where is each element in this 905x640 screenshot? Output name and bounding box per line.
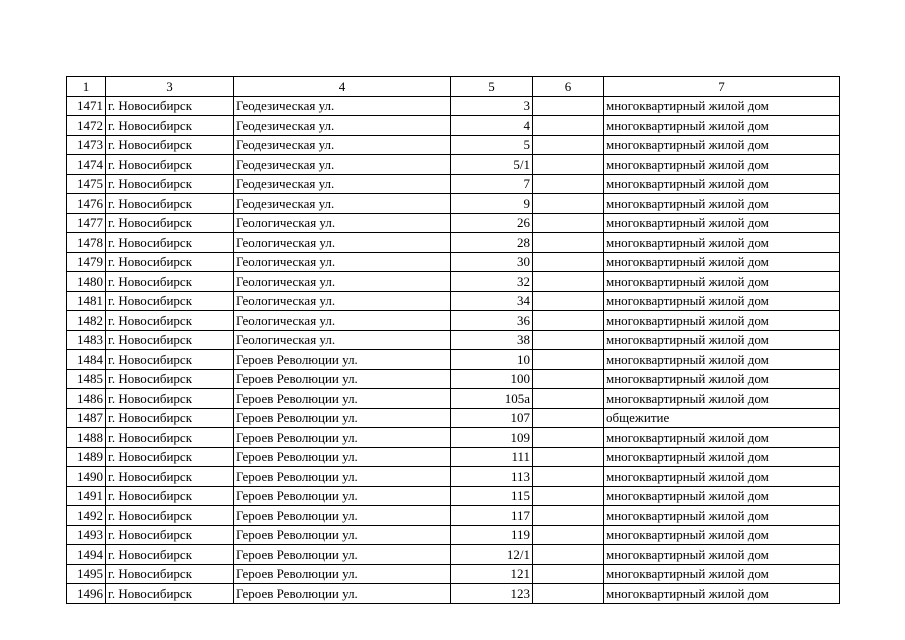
city-cell: г. Новосибирск xyxy=(106,233,234,253)
house-number-cell: 121 xyxy=(451,564,533,584)
building-type-cell: многоквартирный жилой дом xyxy=(604,545,840,565)
table-row xyxy=(67,291,840,311)
street-cell: Геологическая ул. xyxy=(234,272,451,292)
building-type-cell: многоквартирный жилой дом xyxy=(604,330,840,350)
building-type-cell: многоквартирный жилой дом xyxy=(604,194,840,214)
table-row xyxy=(67,369,840,389)
table-row xyxy=(67,545,840,565)
col6-cell xyxy=(533,272,604,292)
house-number-cell: 26 xyxy=(451,213,533,233)
row-number-cell: 1496 xyxy=(67,584,106,604)
street-cell: Героев Революции ул. xyxy=(234,564,451,584)
header-col-5: 5 xyxy=(451,77,533,97)
city-cell: г. Новосибирск xyxy=(106,155,234,175)
building-type-cell: многоквартирный жилой дом xyxy=(604,252,840,272)
building-type-cell: многоквартирный жилой дом xyxy=(604,564,840,584)
street-cell: Геологическая ул. xyxy=(234,233,451,253)
building-type-cell: многоквартирный жилой дом xyxy=(604,96,840,116)
table-row xyxy=(67,194,840,214)
house-number-cell: 36 xyxy=(451,311,533,331)
col6-cell xyxy=(533,389,604,409)
city-cell: г. Новосибирск xyxy=(106,311,234,331)
street-cell: Героев Революции ул. xyxy=(234,447,451,467)
header-col-3: 3 xyxy=(106,77,234,97)
house-number-cell: 3 xyxy=(451,96,533,116)
house-number-cell: 113 xyxy=(451,467,533,487)
table-row xyxy=(67,447,840,467)
house-number-cell: 115 xyxy=(451,486,533,506)
row-number-cell: 1479 xyxy=(67,252,106,272)
building-type-cell: многоквартирный жилой дом xyxy=(604,350,840,370)
city-cell: г. Новосибирск xyxy=(106,291,234,311)
row-number-cell: 1491 xyxy=(67,486,106,506)
col6-cell xyxy=(533,96,604,116)
col6-cell xyxy=(533,350,604,370)
col6-cell xyxy=(533,467,604,487)
building-type-cell: многоквартирный жилой дом xyxy=(604,525,840,545)
street-cell: Геодезическая ул. xyxy=(234,116,451,136)
building-type-cell: многоквартирный жилой дом xyxy=(604,486,840,506)
header-col-6: 6 xyxy=(533,77,604,97)
table-row xyxy=(67,213,840,233)
house-number-cell: 7 xyxy=(451,174,533,194)
col6-cell xyxy=(533,213,604,233)
col6-cell xyxy=(533,506,604,526)
row-number-cell: 1489 xyxy=(67,447,106,467)
city-cell: г. Новосибирск xyxy=(106,116,234,136)
street-cell: Героев Революции ул. xyxy=(234,467,451,487)
col6-cell xyxy=(533,311,604,331)
table-body xyxy=(67,96,840,603)
table-row xyxy=(67,116,840,136)
building-type-cell: многоквартирный жилой дом xyxy=(604,447,840,467)
col6-cell xyxy=(533,408,604,428)
building-type-cell: многоквартирный жилой дом xyxy=(604,428,840,448)
col6-cell xyxy=(533,486,604,506)
house-number-cell: 109 xyxy=(451,428,533,448)
house-number-cell: 12/1 xyxy=(451,545,533,565)
address-table xyxy=(66,76,840,604)
street-cell: Геологическая ул. xyxy=(234,311,451,331)
col6-cell xyxy=(533,330,604,350)
row-number-cell: 1475 xyxy=(67,174,106,194)
building-type-cell: многоквартирный жилой дом xyxy=(604,584,840,604)
house-number-cell: 4 xyxy=(451,116,533,136)
city-cell: г. Новосибирск xyxy=(106,408,234,428)
table-row xyxy=(67,389,840,409)
street-cell: Геодезическая ул. xyxy=(234,194,451,214)
house-number-cell: 5/1 xyxy=(451,155,533,175)
row-number-cell: 1471 xyxy=(67,96,106,116)
col6-cell xyxy=(533,116,604,136)
table-row xyxy=(67,467,840,487)
col6-cell xyxy=(533,252,604,272)
building-type-cell: многоквартирный жилой дом xyxy=(604,135,840,155)
table-row xyxy=(67,584,840,604)
col6-cell xyxy=(533,564,604,584)
row-number-cell: 1472 xyxy=(67,116,106,136)
row-number-cell: 1482 xyxy=(67,311,106,331)
row-number-cell: 1493 xyxy=(67,525,106,545)
table-row xyxy=(67,174,840,194)
city-cell: г. Новосибирск xyxy=(106,252,234,272)
city-cell: г. Новосибирск xyxy=(106,564,234,584)
building-type-cell: многоквартирный жилой дом xyxy=(604,506,840,526)
table-row xyxy=(67,525,840,545)
city-cell: г. Новосибирск xyxy=(106,96,234,116)
house-number-cell: 100 xyxy=(451,369,533,389)
city-cell: г. Новосибирск xyxy=(106,525,234,545)
city-cell: г. Новосибирск xyxy=(106,174,234,194)
street-cell: Геологическая ул. xyxy=(234,213,451,233)
col6-cell xyxy=(533,174,604,194)
table-row xyxy=(67,486,840,506)
city-cell: г. Новосибирск xyxy=(106,428,234,448)
row-number-cell: 1490 xyxy=(67,467,106,487)
street-cell: Геодезическая ул. xyxy=(234,155,451,175)
street-cell: Героев Революции ул. xyxy=(234,545,451,565)
table-row xyxy=(67,564,840,584)
house-number-cell: 119 xyxy=(451,525,533,545)
city-cell: г. Новосибирск xyxy=(106,389,234,409)
city-cell: г. Новосибирск xyxy=(106,506,234,526)
building-type-cell: общежитие xyxy=(604,408,840,428)
row-number-cell: 1476 xyxy=(67,194,106,214)
house-number-cell: 5 xyxy=(451,135,533,155)
row-number-cell: 1492 xyxy=(67,506,106,526)
col6-cell xyxy=(533,584,604,604)
table-row xyxy=(67,311,840,331)
header-row xyxy=(67,77,840,97)
col6-cell xyxy=(533,525,604,545)
col6-cell xyxy=(533,291,604,311)
house-number-cell: 123 xyxy=(451,584,533,604)
col6-cell xyxy=(533,428,604,448)
city-cell: г. Новосибирск xyxy=(106,272,234,292)
building-type-cell: многоквартирный жилой дом xyxy=(604,116,840,136)
table-row xyxy=(67,252,840,272)
house-number-cell: 30 xyxy=(451,252,533,272)
street-cell: Геодезическая ул. xyxy=(234,174,451,194)
table-row xyxy=(67,428,840,448)
table-row xyxy=(67,272,840,292)
street-cell: Героев Революции ул. xyxy=(234,486,451,506)
table-row xyxy=(67,155,840,175)
row-number-cell: 1486 xyxy=(67,389,106,409)
building-type-cell: многоквартирный жилой дом xyxy=(604,233,840,253)
city-cell: г. Новосибирск xyxy=(106,467,234,487)
house-number-cell: 9 xyxy=(451,194,533,214)
city-cell: г. Новосибирск xyxy=(106,545,234,565)
row-number-cell: 1474 xyxy=(67,155,106,175)
table-row xyxy=(67,506,840,526)
col6-cell xyxy=(533,135,604,155)
col6-cell xyxy=(533,447,604,467)
row-number-cell: 1480 xyxy=(67,272,106,292)
col6-cell xyxy=(533,155,604,175)
col6-cell xyxy=(533,369,604,389)
house-number-cell: 107 xyxy=(451,408,533,428)
row-number-cell: 1494 xyxy=(67,545,106,565)
house-number-cell: 105а xyxy=(451,389,533,409)
col6-cell xyxy=(533,233,604,253)
table-row xyxy=(67,135,840,155)
city-cell: г. Новосибирск xyxy=(106,350,234,370)
street-cell: Геологическая ул. xyxy=(234,252,451,272)
building-type-cell: многоквартирный жилой дом xyxy=(604,174,840,194)
row-number-cell: 1495 xyxy=(67,564,106,584)
building-type-cell: многоквартирный жилой дом xyxy=(604,155,840,175)
street-cell: Героев Революции ул. xyxy=(234,408,451,428)
street-cell: Героев Революции ул. xyxy=(234,350,451,370)
house-number-cell: 10 xyxy=(451,350,533,370)
house-number-cell: 111 xyxy=(451,447,533,467)
street-cell: Героев Революции ул. xyxy=(234,584,451,604)
row-number-cell: 1478 xyxy=(67,233,106,253)
street-cell: Героев Революции ул. xyxy=(234,428,451,448)
row-number-cell: 1481 xyxy=(67,291,106,311)
table-row xyxy=(67,330,840,350)
building-type-cell: многоквартирный жилой дом xyxy=(604,272,840,292)
building-type-cell: многоквартирный жилой дом xyxy=(604,467,840,487)
street-cell: Героев Революции ул. xyxy=(234,369,451,389)
city-cell: г. Новосибирск xyxy=(106,369,234,389)
row-number-cell: 1483 xyxy=(67,330,106,350)
building-type-cell: многоквартирный жилой дом xyxy=(604,369,840,389)
street-cell: Героев Революции ул. xyxy=(234,525,451,545)
city-cell: г. Новосибирск xyxy=(106,447,234,467)
city-cell: г. Новосибирск xyxy=(106,584,234,604)
house-number-cell: 34 xyxy=(451,291,533,311)
city-cell: г. Новосибирск xyxy=(106,135,234,155)
header-col-1: 1 xyxy=(67,77,106,97)
street-cell: Героев Революции ул. xyxy=(234,506,451,526)
street-cell: Героев Революции ул. xyxy=(234,389,451,409)
row-number-cell: 1477 xyxy=(67,213,106,233)
row-number-cell: 1484 xyxy=(67,350,106,370)
building-type-cell: многоквартирный жилой дом xyxy=(604,311,840,331)
table-row xyxy=(67,350,840,370)
col6-cell xyxy=(533,545,604,565)
row-number-cell: 1485 xyxy=(67,369,106,389)
house-number-cell: 38 xyxy=(451,330,533,350)
table-row xyxy=(67,408,840,428)
city-cell: г. Новосибирск xyxy=(106,213,234,233)
header-col-7: 7 xyxy=(604,77,840,97)
street-cell: Геологическая ул. xyxy=(234,291,451,311)
street-cell: Геологическая ул. xyxy=(234,330,451,350)
house-number-cell: 117 xyxy=(451,506,533,526)
row-number-cell: 1487 xyxy=(67,408,106,428)
building-type-cell: многоквартирный жилой дом xyxy=(604,213,840,233)
col6-cell xyxy=(533,194,604,214)
table-row xyxy=(67,96,840,116)
city-cell: г. Новосибирск xyxy=(106,486,234,506)
row-number-cell: 1473 xyxy=(67,135,106,155)
building-type-cell: многоквартирный жилой дом xyxy=(604,389,840,409)
street-cell: Геодезическая ул. xyxy=(234,96,451,116)
table-row xyxy=(67,233,840,253)
row-number-cell: 1488 xyxy=(67,428,106,448)
house-number-cell: 28 xyxy=(451,233,533,253)
header-col-4: 4 xyxy=(234,77,451,97)
street-cell: Геодезическая ул. xyxy=(234,135,451,155)
city-cell: г. Новосибирск xyxy=(106,330,234,350)
city-cell: г. Новосибирск xyxy=(106,194,234,214)
building-type-cell: многоквартирный жилой дом xyxy=(604,291,840,311)
house-number-cell: 32 xyxy=(451,272,533,292)
